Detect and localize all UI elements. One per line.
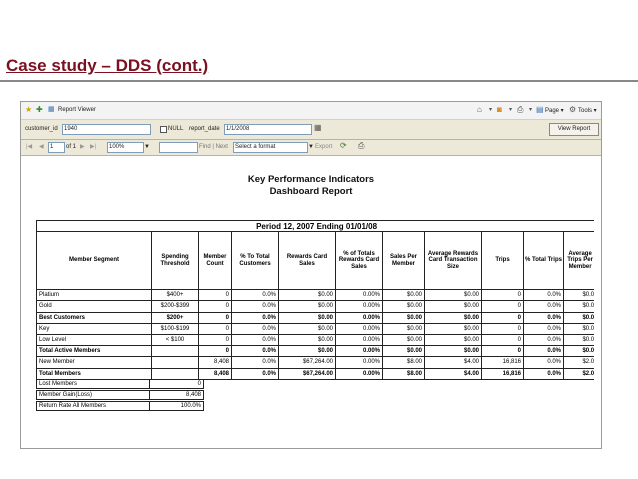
table-row [37, 312, 597, 323]
table-cell: 0.0% [232, 290, 279, 301]
column-header: Average Rewards Card Transaction Size [425, 232, 482, 290]
browser-command-bar [21, 102, 601, 120]
table-cell: 0.0% [524, 346, 564, 357]
kpi-table-body [37, 290, 597, 380]
home-dropdown-icon[interactable]: ▾ [489, 107, 493, 113]
table-cell: 0.0% [232, 357, 279, 368]
table-cell: 0.0% [524, 312, 564, 323]
favorites-star-icon[interactable]: ★ [25, 105, 33, 114]
table-row [37, 323, 597, 334]
summary-row [36, 401, 204, 411]
table-cell: 0 [199, 346, 232, 357]
table-cell: $0.0 [564, 301, 597, 312]
table-cell: Gold [37, 301, 152, 312]
export-format-select[interactable]: Select a format [233, 142, 308, 153]
table-cell [152, 368, 199, 379]
table-cell: $67,264.00 [279, 357, 336, 368]
summary-label: Lost Members [36, 379, 150, 389]
table-cell: 0.0% [232, 334, 279, 345]
table-cell: Key [37, 323, 152, 334]
parameter-bar [21, 120, 601, 140]
report-title-line2: Dashboard Report [269, 186, 353, 197]
table-cell: 0.0% [232, 312, 279, 323]
find-input[interactable] [159, 142, 198, 153]
table-cell: $0.00 [383, 334, 425, 345]
table-cell: $0.00 [383, 346, 425, 357]
table-cell: Best Customers [37, 312, 152, 323]
table-cell: 0 [482, 312, 524, 323]
table-cell: 0 [482, 323, 524, 334]
column-header: % of Totals Rewards Card Sales [336, 232, 383, 290]
customer-id-input[interactable]: 1940 [62, 124, 151, 135]
table-cell: $400+ [152, 290, 199, 301]
table-cell: 0 [482, 290, 524, 301]
table-cell: 0.00% [336, 290, 383, 301]
add-favorites-icon[interactable]: ✚ [36, 105, 43, 114]
report-title-line1: Key Performance Indicators [247, 174, 375, 185]
table-cell: 0.0% [232, 346, 279, 357]
null-label: NULL [168, 126, 184, 132]
table-cell: 0 [482, 346, 524, 357]
browser-tab-title[interactable]: Report Viewer [58, 107, 96, 113]
table-cell: $0.00 [425, 334, 482, 345]
table-cell: Platium [37, 290, 152, 301]
table-cell: $200-$399 [152, 301, 199, 312]
calendar-icon[interactable]: ▦ [314, 123, 322, 132]
find-next-links[interactable]: Find | Next [199, 144, 228, 150]
table-cell: $0.0 [564, 312, 597, 323]
summary-value: 0 [149, 379, 204, 389]
column-header: Rewards Card Sales [279, 232, 336, 290]
summary-row [36, 390, 204, 400]
table-cell: $2.0 [564, 357, 597, 368]
last-page-icon[interactable]: ▶| [90, 144, 97, 150]
table-cell: 0.00% [336, 323, 383, 334]
table-row [37, 290, 597, 301]
report-content [21, 156, 601, 448]
page-menu[interactable]: Page ▾ [545, 108, 564, 114]
table-cell: $0.00 [425, 312, 482, 323]
report-toolbar [21, 140, 601, 156]
table-cell: 8,408 [199, 368, 232, 379]
table-cell: $67,264.00 [279, 368, 336, 379]
column-header: Sales Per Member [383, 232, 425, 290]
table-cell: $0.00 [279, 334, 336, 345]
table-row [37, 357, 597, 368]
table-cell: $0.00 [425, 346, 482, 357]
table-cell: $4.00 [425, 368, 482, 379]
summary-value: 8,408 [149, 390, 204, 400]
table-cell: $0.0 [564, 334, 597, 345]
table-cell: 0.0% [524, 334, 564, 345]
table-cell: $0.00 [383, 301, 425, 312]
table-cell: 0.00% [336, 346, 383, 357]
table-cell: $0.00 [279, 323, 336, 334]
table-cell: $0.00 [279, 290, 336, 301]
table-cell: 0 [199, 301, 232, 312]
page-icon[interactable]: ▤ [536, 105, 544, 114]
table-cell: 0.00% [336, 357, 383, 368]
table-cell: $0.00 [425, 290, 482, 301]
table-cell: 0.0% [232, 301, 279, 312]
summary-value: 100.0% [149, 401, 204, 411]
table-cell: 0 [199, 312, 232, 323]
print-dropdown-icon[interactable]: ▾ [529, 107, 533, 113]
table-cell: 0 [199, 323, 232, 334]
report-date-label: report_date [189, 126, 220, 132]
tools-menu[interactable]: Tools ▾ [578, 108, 597, 114]
table-cell: Total Members [37, 368, 152, 379]
table-cell: $0.00 [383, 290, 425, 301]
feeds-icon[interactable]: ◙ [497, 105, 502, 114]
slide-title: Case study – DDS (cont.) [6, 56, 209, 75]
column-header: % Total Trips [524, 232, 564, 290]
feeds-dropdown-icon[interactable]: ▾ [509, 107, 513, 113]
view-report-button[interactable]: View Report [549, 123, 599, 136]
zoom-dropdown-icon[interactable]: ▼ [144, 144, 150, 150]
table-row [37, 346, 597, 357]
column-header: % To Total Customers [232, 232, 279, 290]
period-header: Period 12, 2007 Ending 01/01/08 [37, 221, 597, 232]
column-header: Member Segment [37, 232, 152, 290]
customer-id-label: customer_id [25, 126, 58, 132]
table-cell: Low Level [37, 334, 152, 345]
table-cell: $0.0 [564, 346, 597, 357]
kpi-table [36, 220, 597, 380]
table-cell: 0.00% [336, 301, 383, 312]
first-page-icon[interactable]: |◀ [26, 144, 33, 150]
table-cell: $0.00 [279, 312, 336, 323]
title-divider [0, 80, 638, 82]
format-dropdown-icon[interactable]: ▼ [308, 144, 314, 150]
table-cell: 0.0% [232, 323, 279, 334]
page-count-label: of 1 [66, 144, 77, 150]
table-cell: $0.00 [425, 323, 482, 334]
table-cell: $0.00 [279, 301, 336, 312]
table-cell: $100-$199 [152, 323, 199, 334]
table-cell: 0.0% [524, 290, 564, 301]
previous-page-icon[interactable]: ◀ [39, 144, 44, 150]
table-cell: 8,408 [199, 357, 232, 368]
table-cell: 0 [199, 334, 232, 345]
table-cell: $0.00 [279, 346, 336, 357]
table-cell: 0.0% [524, 368, 564, 379]
table-cell: $200+ [152, 312, 199, 323]
page-number-input[interactable]: 1 [48, 142, 65, 153]
table-cell: Total Active Members [37, 346, 152, 357]
refresh-icon[interactable]: ⟳ [340, 141, 347, 150]
table-cell: 0 [482, 334, 524, 345]
column-header: Trips [482, 232, 524, 290]
table-cell: $0.0 [564, 290, 597, 301]
table-cell: $2.0 [564, 368, 597, 379]
export-link[interactable]: Export [315, 144, 333, 150]
print-icon[interactable]: ⎙ [517, 105, 524, 114]
table-cell: $0.00 [383, 312, 425, 323]
home-icon[interactable]: ⌂ [477, 105, 482, 114]
table-cell: 0.00% [336, 368, 383, 379]
table-cell: $0.00 [383, 323, 425, 334]
print-report-icon[interactable]: ⎙ [358, 141, 365, 150]
report-date-input[interactable]: 1/1/2008 [224, 124, 312, 135]
table-cell: $4.00 [425, 357, 482, 368]
table-cell: 0.00% [336, 334, 383, 345]
report-viewer-window [20, 101, 602, 449]
table-cell: 16,816 [482, 357, 524, 368]
table-row [37, 334, 597, 345]
summary-row [36, 379, 204, 389]
table-cell: 0 [482, 301, 524, 312]
table-cell: 0.0% [232, 368, 279, 379]
table-cell [152, 357, 199, 368]
page-tab-icon: ▦ [48, 106, 55, 113]
table-cell: 0.0% [524, 301, 564, 312]
null-checkbox[interactable] [160, 126, 167, 133]
table-cell: 16,816 [482, 368, 524, 379]
right-scroll-gutter [594, 156, 601, 448]
table-cell: 0.00% [336, 312, 383, 323]
column-header: Spending Threshold [152, 232, 199, 290]
summary-label: Return Rate All Members [36, 401, 150, 411]
table-cell: 0.0% [524, 323, 564, 334]
table-cell: $8.00 [383, 368, 425, 379]
next-page-icon[interactable]: ▶ [80, 144, 85, 150]
table-row [37, 301, 597, 312]
table-cell: < $100 [152, 334, 199, 345]
table-cell: 0 [199, 290, 232, 301]
table-row [37, 368, 597, 379]
column-header: Average Trips Per Member [564, 232, 597, 290]
tools-gear-icon[interactable]: ⚙ [569, 105, 577, 114]
table-cell [152, 346, 199, 357]
zoom-select[interactable]: 100% [107, 142, 144, 153]
summary-label: Member Gain(Loss) [36, 390, 150, 400]
table-cell: $0.00 [425, 301, 482, 312]
table-cell: $0.0 [564, 323, 597, 334]
table-cell: $8.00 [383, 357, 425, 368]
column-header-row [37, 232, 597, 290]
table-cell: New Member [37, 357, 152, 368]
column-header: Member Count [199, 232, 232, 290]
table-cell: 0.0% [524, 357, 564, 368]
